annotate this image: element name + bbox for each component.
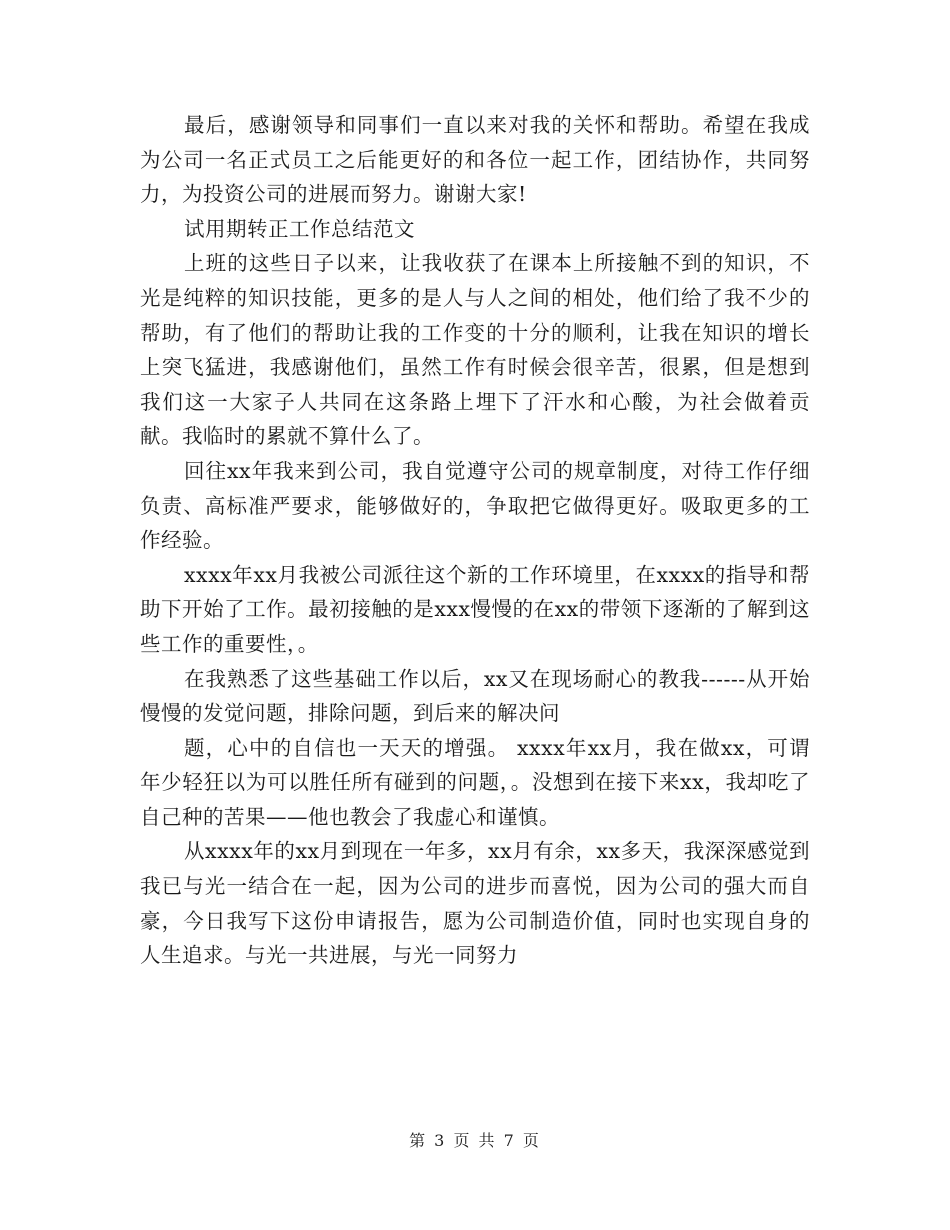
paragraph-basic-work: 在我熟悉了这些基础工作以后，xx又在现场耐心的教我------从开始慢慢的发觉问题，排除问题，到后来的解决问 bbox=[140, 666, 810, 726]
paragraph-confidence: 题，心中的自信也一天天的增强。 xxxx年xx月，我在做xx，可谓年少轻狂以为可以胜任所有碰到的问题，。没想到在接下来xx，我却吃了自己种的苦果——他也教会了我虚心和谨慎。 bbox=[140, 735, 810, 829]
paragraph-new-environment: xxxx年xx月我被公司派往这个新的工作环境里，在xxxx的指导和帮助下开始了工作。最初接触的是xxx慢慢的在xx的带领下逐渐的了解到这些工作的重要性，。 bbox=[140, 562, 810, 656]
document-body bbox=[140, 108, 810, 973]
paragraph-closing-thanks: 最后，感谢领导和同事们一直以来对我的关怀和帮助。希望在我成为公司一名正式员工之后能更好的和各位一起工作，团结协作，共同努力，为投资公司的进展而努力。谢谢大家! bbox=[140, 113, 810, 207]
paragraph-work-gains: 上班的这些日子以来，让我收获了在课本上所接触不到的知识，不光是纯粹的知识技能，更多的是人与人之间的相处，他们给了我不少的帮助，有了他们的帮助让我的工作变的十分的顺利，让我在知识的增长上突飞猛进，我感谢他们，虽然工作有时候会很辛苦，很累，但是想到我们这一大家子人共同在这条路上埋下了汗水和心酸，为社会做着贡献。我临时的累就不算什么了。 bbox=[140, 251, 810, 449]
paragraph-joining-company: 回往xx年我来到公司，我自觉遵守公司的规章制度，对待工作仔细负责、高标准严要求，能够做好的，争取把它做得更好。吸取更多的工作经验。 bbox=[140, 458, 810, 553]
section-heading: 试用期转正工作总结范文 bbox=[184, 216, 415, 241]
page-number-footer: 第 3 页 共 7 页 bbox=[409, 1131, 541, 1150]
paragraph-one-year: 从xxxx年的xx月到现在一年多，xx月有余，xx多天，我深深感觉到我已与光一结合在一起，因为公司的进步而喜悦，因为公司的强大而自豪，今日我写下这份申请报告，愿为公司制造价值，同时也实现自身的人生追求。与光一共进展，与光一同努力 bbox=[140, 839, 810, 968]
